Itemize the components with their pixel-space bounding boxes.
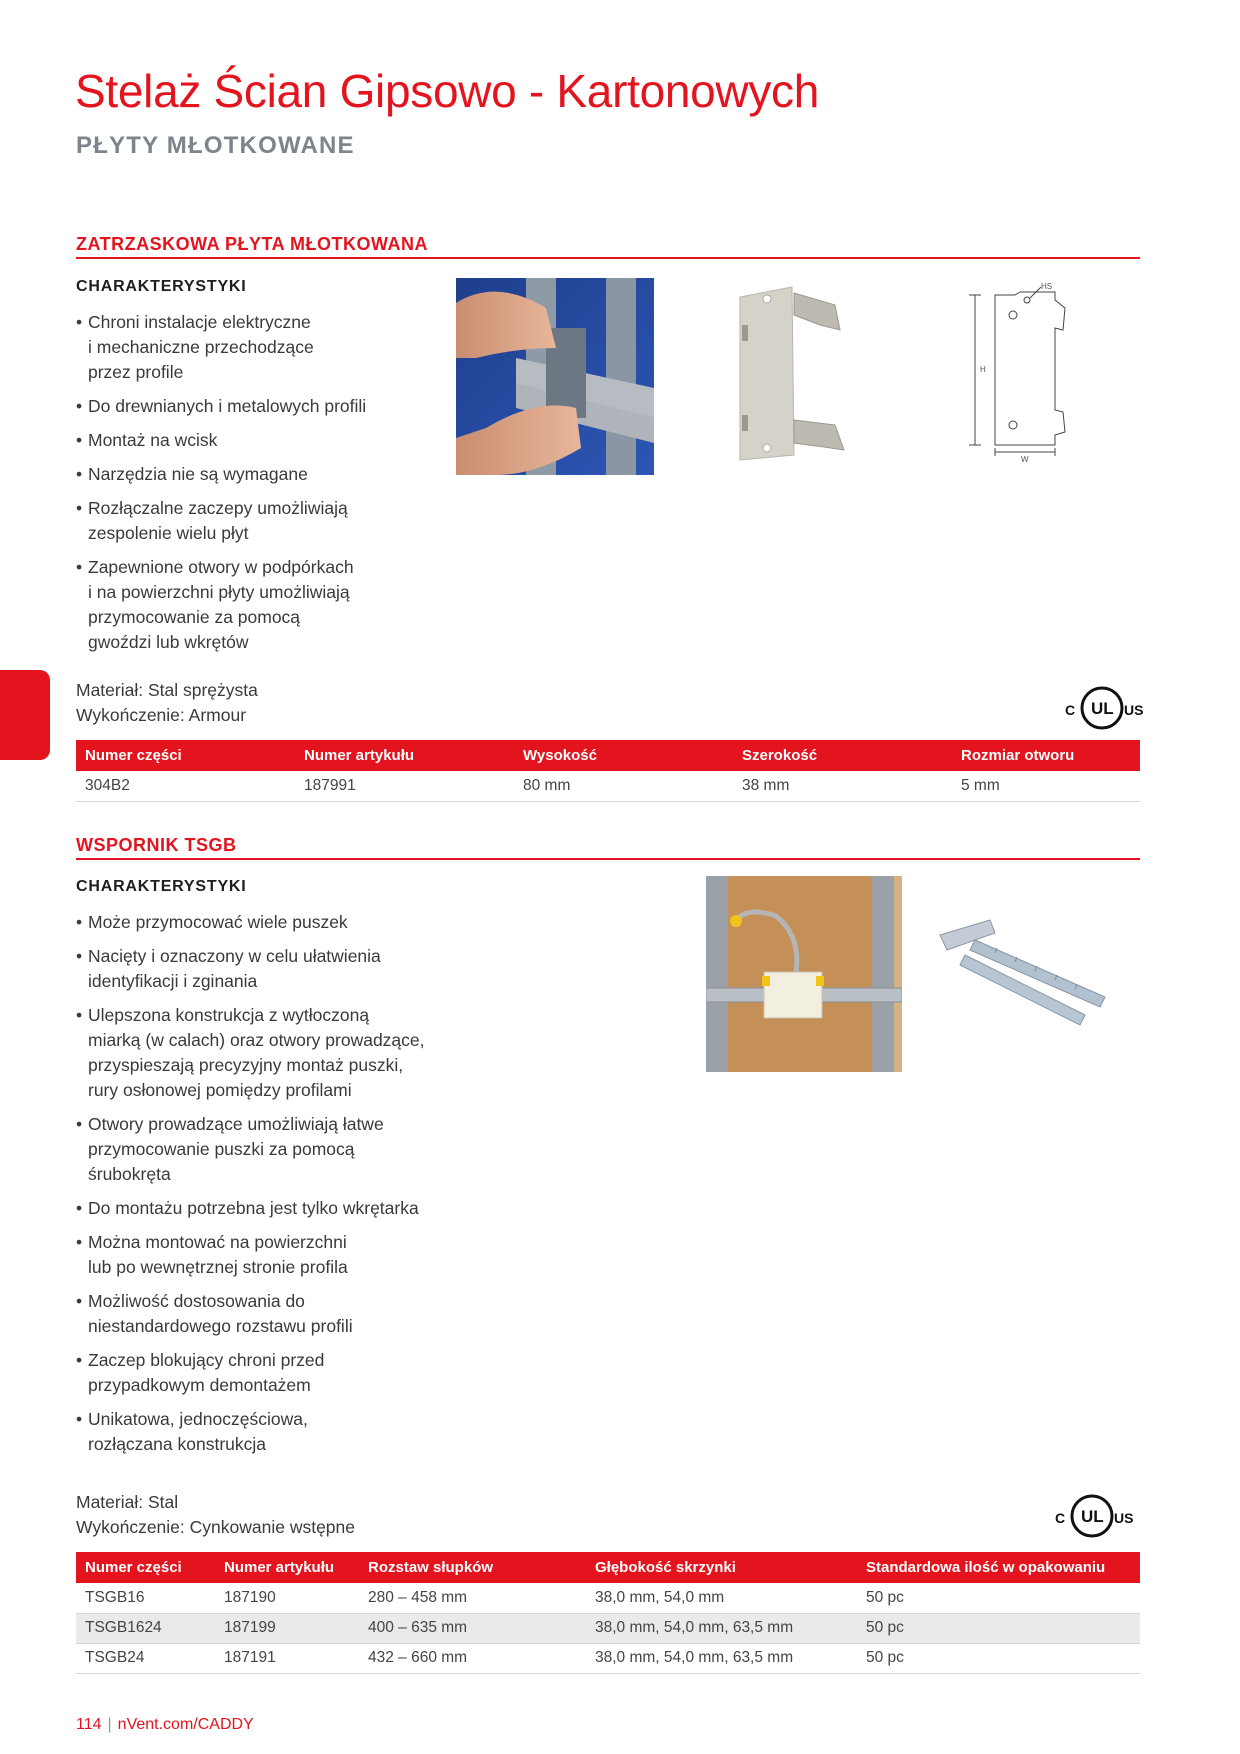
- material-text: Materiał: Stal sprężysta: [76, 680, 258, 700]
- table-header-cell: Szerokość: [733, 740, 952, 771]
- cert-c-text: C: [1065, 702, 1076, 718]
- feature-line: Unikatowa, jednoczęściowa,: [88, 1409, 308, 1429]
- product-photo-bracket: [935, 915, 1115, 1035]
- feature-line: identyfikacji i zginania: [88, 971, 258, 991]
- table-cell: 280 – 458 mm: [359, 1583, 586, 1613]
- table-row: [76, 1583, 1140, 1613]
- feature-line: miarką (w calach) oraz otwory prowadzące,: [88, 1030, 425, 1050]
- feature-line: śrubokręta: [88, 1164, 171, 1184]
- feature-item: [76, 394, 456, 419]
- table-row: [76, 1613, 1140, 1643]
- feature-line: rury osłonowej pomiędzy profilami: [88, 1080, 352, 1100]
- table-cell: 187199: [215, 1613, 359, 1643]
- footer-site-link[interactable]: nVent.com/CADDY: [117, 1716, 254, 1733]
- feature-line: lub po wewnętrznej stronie profila: [88, 1257, 348, 1277]
- cert-ul-text: UL: [1081, 1507, 1104, 1526]
- feature-item: [76, 555, 456, 655]
- section-heading-snap-plate: [76, 233, 1140, 259]
- feature-list: [76, 310, 456, 664]
- cert-us-text: US: [1124, 702, 1144, 718]
- feature-item: [76, 910, 496, 935]
- table-cell: 80 mm: [514, 771, 733, 801]
- cul-us-certification-logo: [1046, 1492, 1138, 1540]
- feature-line: Zaczep blokujący chroni przed: [88, 1350, 325, 1370]
- cert-c-text: C: [1055, 1510, 1066, 1526]
- cul-us-certification-logo: [1056, 684, 1148, 732]
- feature-item: [76, 1348, 496, 1398]
- table-cell: 50 pc: [857, 1643, 1140, 1673]
- table-header-cell: Rozstaw słupków: [359, 1552, 586, 1583]
- feature-line: zespolenie wielu płyt: [88, 523, 249, 543]
- table-row: [76, 1643, 1140, 1673]
- table-cell: 187191: [215, 1643, 359, 1673]
- cert-us-text: US: [1114, 1510, 1134, 1526]
- page-number: 114: [76, 1716, 102, 1733]
- feature-line: Nacięty i oznaczony w celu ułatwienia: [88, 946, 381, 966]
- feature-line: rozłączana konstrukcja: [88, 1434, 266, 1454]
- table-cell: 38 mm: [733, 771, 952, 801]
- product-photo-installation: [456, 278, 654, 475]
- product-dimension-diagram: [955, 280, 1075, 470]
- feature-line: i na powierzchni płyty umożliwiają: [88, 582, 350, 602]
- diagram-label-h: H: [980, 365, 986, 374]
- feature-line: gwoździ lub wkrętów: [88, 632, 249, 652]
- feature-item: [76, 1289, 496, 1339]
- table-cell: TSGB1624: [76, 1613, 215, 1643]
- table-cell: 38,0 mm, 54,0 mm, 63,5 mm: [586, 1613, 857, 1643]
- table-header-cell: Numer artykułu: [295, 740, 514, 771]
- feature-line: niestandardowego rozstawu profili: [88, 1316, 353, 1336]
- feature-item: [76, 1230, 496, 1280]
- table-cell: 5 mm: [952, 771, 1140, 801]
- feature-line: przypadkowym demontażem: [88, 1375, 311, 1395]
- diagram-label-hs: HS: [1041, 282, 1053, 291]
- table-header-cell: Numer części: [76, 1552, 215, 1583]
- feature-line: Zapewnione otwory w podpórkach: [88, 557, 354, 577]
- feature-line: Narzędzia nie są wymagane: [88, 464, 308, 484]
- feature-line: Chroni instalacje elektryczne: [88, 312, 311, 332]
- feature-line: przyspieszają precyzyjny montaż puszki,: [88, 1055, 404, 1075]
- feature-line: Rozłączalne zaczepy umożliwiają: [88, 498, 348, 518]
- feature-line: przymocowanie puszki za pomocą: [88, 1139, 355, 1159]
- feature-list: [76, 910, 496, 1466]
- feature-item: [76, 1407, 496, 1457]
- table-cell: 187991: [295, 771, 514, 801]
- section-heading-text: WSPORNIK TSGB: [76, 835, 237, 855]
- page-title: Stelaż Ścian Gipsowo - Kartonowych: [75, 65, 820, 117]
- product-photo-bracket-installed: [706, 876, 902, 1072]
- table-cell: 38,0 mm, 54,0 mm: [586, 1583, 857, 1613]
- feature-line: i mechaniczne przechodzące: [88, 337, 314, 357]
- feature-line: przez profile: [88, 362, 184, 382]
- product-photo-plate: [720, 285, 860, 465]
- feature-item: [76, 944, 496, 994]
- feature-line: Do montażu potrzebna jest tylko wkrętarka: [88, 1198, 419, 1218]
- feature-item: [76, 1112, 496, 1187]
- feature-line: Można montować na powierzchni: [88, 1232, 347, 1252]
- table-cell: 432 – 660 mm: [359, 1643, 586, 1673]
- page-subtitle: PŁYTY MŁOTKOWANE: [76, 132, 355, 159]
- table-cell: 38,0 mm, 54,0 mm, 63,5 mm: [586, 1643, 857, 1673]
- table-cell: TSGB24: [76, 1643, 215, 1673]
- finish-text: Wykończenie: Armour: [76, 705, 247, 725]
- table-cell: TSGB16: [76, 1583, 215, 1613]
- page-footer: [76, 1716, 254, 1734]
- features-heading: CHARAKTERYSTYKI: [76, 878, 247, 895]
- feature-line: Otwory prowadzące umożliwiają łatwe: [88, 1114, 384, 1134]
- table-cell: 50 pc: [857, 1613, 1140, 1643]
- feature-item: [76, 1003, 496, 1103]
- table-header-cell: Standardowa ilość w opakowaniu: [857, 1552, 1140, 1583]
- table-header-cell: Wysokość: [514, 740, 733, 771]
- table-header-cell: Numer części: [76, 740, 295, 771]
- diagram-label-w: W: [1021, 455, 1029, 464]
- spec-table-snap-plate: [76, 740, 1140, 802]
- feature-line: Do drewnianych i metalowych profili: [88, 396, 367, 416]
- table-header-cell: Rozmiar otworu: [952, 740, 1140, 771]
- section-heading-tsgb: [76, 834, 1140, 860]
- feature-line: przymocowanie za pomocą: [88, 607, 301, 627]
- footer-separator: |: [107, 1716, 112, 1733]
- feature-line: Może przymocować wiele puszek: [88, 912, 348, 932]
- material-text: Materiał: Stal: [76, 1492, 179, 1512]
- feature-line: Montaż na wcisk: [88, 430, 218, 450]
- feature-line: Możliwość dostosowania do: [88, 1291, 305, 1311]
- spec-table-tsgb: [76, 1552, 1140, 1674]
- feature-line: Ulepszona konstrukcja z wytłoczoną: [88, 1005, 370, 1025]
- feature-item: [76, 428, 456, 453]
- features-heading: CHARAKTERYSTYKI: [76, 278, 247, 295]
- finish-text: Wykończenie: Cynkowanie wstępne: [76, 1517, 356, 1537]
- feature-item: [76, 310, 456, 385]
- feature-item: [76, 1196, 496, 1221]
- table-header-cell: Głębokość skrzynki: [586, 1552, 857, 1583]
- table-header-cell: Numer artykułu: [215, 1552, 359, 1583]
- table-cell: 400 – 635 mm: [359, 1613, 586, 1643]
- table-row: [76, 771, 1140, 801]
- section-heading-text: ZATRZASKOWA PŁYTA MŁOTKOWANA: [76, 234, 428, 254]
- feature-item: [76, 496, 456, 546]
- section-tab-marker: [0, 670, 50, 760]
- table-cell: 50 pc: [857, 1583, 1140, 1613]
- cert-ul-text: UL: [1091, 699, 1114, 718]
- feature-item: [76, 462, 456, 487]
- table-cell: 304B2: [76, 771, 295, 801]
- table-cell: 187190: [215, 1583, 359, 1613]
